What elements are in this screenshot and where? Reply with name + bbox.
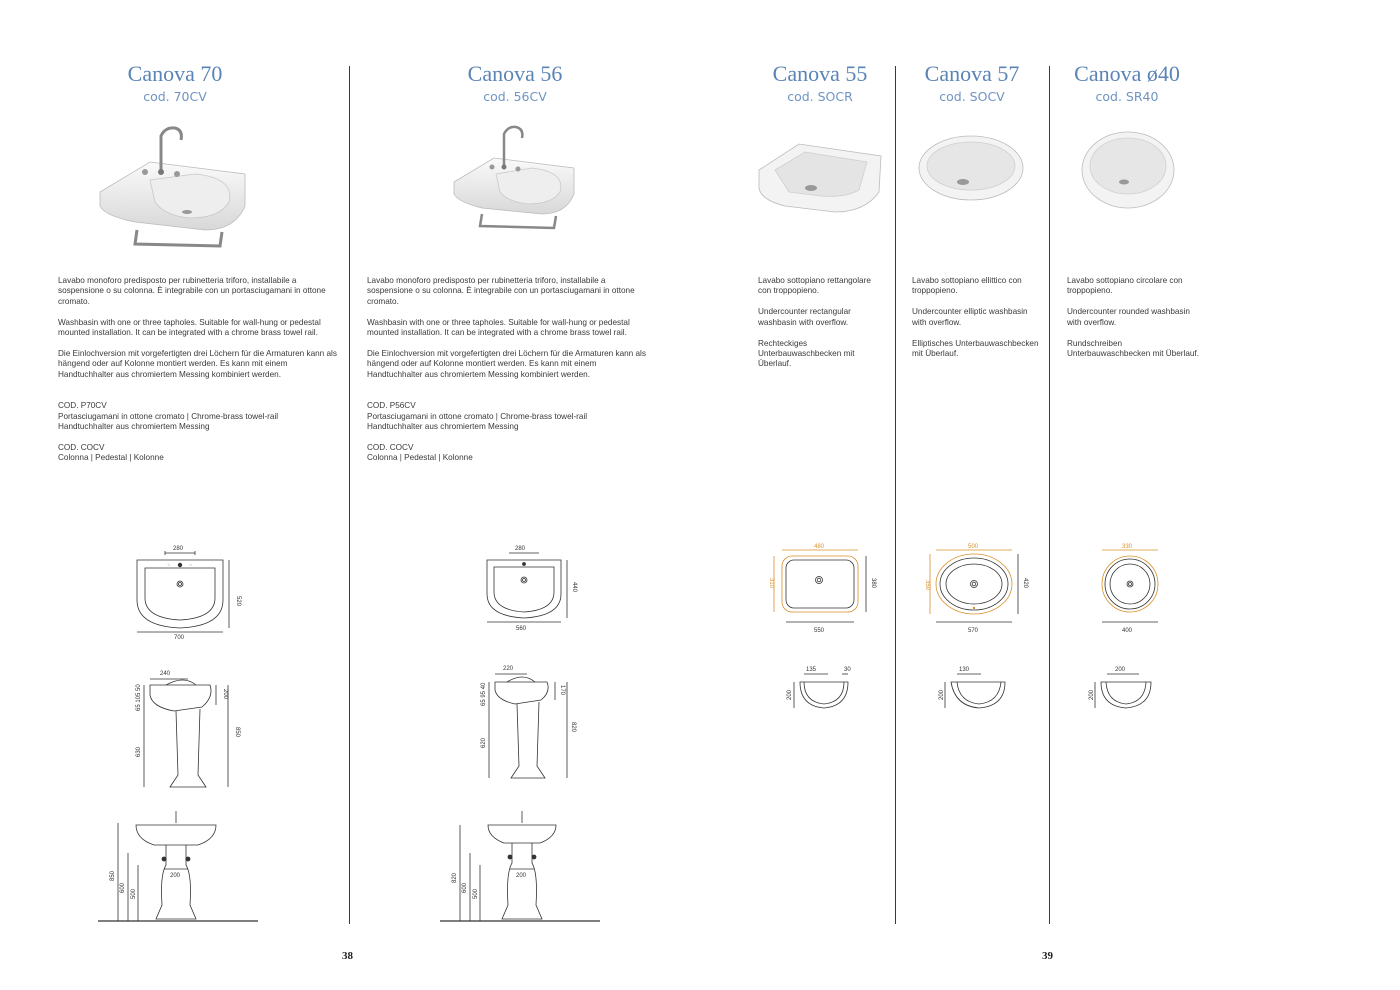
dim-front-a: 600 [120,882,126,893]
dim-side-total: 850 [234,727,240,738]
dim-side-stack: 65 105 50 [136,684,142,711]
dim-sec-a: 130 [959,667,970,673]
accessory-desc-1: Portasciugamani in ottone cromato | Chrome-brass towel-rail [367,411,588,421]
desc-it: Lavabo sottopiano rettangolare con troppopieno. [758,276,871,296]
dim-sec-h: 200 [939,689,945,700]
product-code-sr40: cod. SR40 [1095,89,1159,104]
product-image-canova-70 [95,122,255,250]
dim-height: 440 [571,582,577,593]
drawing-side-canova-70 [130,665,245,795]
accessory-desc-2: Colonna | Pedestal | Kolonne [367,453,473,463]
dim-width: 560 [516,626,527,632]
drawing-section-canova-40 [1085,660,1160,716]
dim-out-w: 550 [814,628,825,634]
dim-front-w: 200 [516,873,527,879]
product-title-canova-57: Canova 57 [924,61,1020,86]
dim-height: 520 [235,596,241,607]
dim-cut-w: 330 [1122,544,1133,550]
desc-it: Lavabo sottopiano ellittico con troppopieno. [912,276,1022,296]
divider-left [349,66,350,924]
drawing-front-canova-56 [440,805,600,927]
desc-en: Washbasin with one or three tapholes. Suitable for wall-hung or pedestal mounted installation. It can be integrated with a chrome brass towel rail. [367,317,630,338]
divider-right-2 [1049,66,1050,924]
dim-side-col: 630 [136,746,142,757]
dim-sec-a: 200 [1115,667,1126,673]
description-canova-55 [758,276,883,380]
dim-sec-h: 200 [787,689,793,700]
accessory-code-1: COD. P70CV [58,401,107,411]
dim-out-h: 380 [870,578,876,589]
desc-en: Undercounter rectangular washbasin with overflow. [758,307,851,327]
accessory-code-2: COD. COCV [58,442,105,452]
drawing-section-canova-57 [935,660,1015,716]
dim-front-b: 500 [131,888,137,899]
desc-en: Undercounter elliptic washbasin with overflow. [912,307,1028,327]
dim-out-w: 570 [968,628,979,634]
desc-it: Lavabo sottopiano circolare con troppopieno. [1067,276,1183,296]
page-number-left: 38 [342,950,353,962]
dim-cut-w: 480 [814,544,825,550]
drawing-top-canova-40 [1090,540,1170,638]
product-code-70cv: cod. 70CV [143,89,207,104]
dim-sec-b: 30 [844,667,851,673]
dim-front-total: 820 [452,872,458,883]
product-image-canova-57 [915,130,1027,210]
product-title-canova-56: Canova 56 [467,61,563,86]
product-title-canova-40: Canova ø40 [1074,61,1180,86]
drawing-front-canova-70 [98,805,258,927]
product-image-canova-55 [755,130,885,220]
desc-de: Die Einlochversion mit vorgefertigten drei Löchern für die Armaturen kann als hängend oder auf Kolonne montiert werden. Es kann mit einem Handtuchhalter aus chromiertem Messing kombiniert werden. [367,349,646,379]
accessory-desc-2: Colonna | Pedestal | Kolonne [58,453,164,463]
drawing-top-canova-57 [918,540,1033,638]
drawing-side-canova-56 [475,660,580,785]
dim-out-w: 400 [1122,628,1133,634]
accessory-desc-1b: Handtuchhalter aus chromiertem Messing [367,422,519,432]
dim-front-total: 850 [110,870,116,881]
dim-side-h1: 170 [559,685,565,696]
desc-it: Lavabo monoforo predisposto per rubinetteria triforo, installabile a sospensione o su colonna. È integrabile con un portasciugamani in ottone cromato. [367,276,635,306]
product-image-canova-40 [1078,128,1178,212]
dim-front-b: 500 [473,888,479,899]
divider-right-1 [895,66,896,924]
dim-cut-h: 350 [924,580,930,591]
dim-cut-h: 310 [768,578,774,589]
product-code-socv: cod. SOCV [939,89,1005,104]
dim-side-total: 820 [570,722,576,733]
dim-side-top: 240 [160,671,171,677]
accessory-desc-1b: Handtuchhalter aus chromiertem Messing [58,422,210,432]
product-title-canova-55: Canova 55 [772,61,868,86]
accessory-desc-1: Portasciugamani in ottone cromato | Chrome-brass towel-rail [58,411,279,421]
desc-de: Rechteckiges Unterbauwaschbecken mit Überlauf. [758,338,855,369]
dim-side-h1: 200 [222,689,228,700]
desc-de: Die Einlochversion mit vorgefertigten drei Löchern für die Armaturen kann als hängend oder auf Kolonne montiert werden. Es kann mit einem Handtuchhalter aus chromiertem Messing kombiniert werden. [58,349,337,379]
svg-text:☆: ☆ [189,562,193,567]
dim-sec-a: 135 [806,667,817,673]
dim-sec-h: 200 [1089,689,1095,700]
desc-en: Undercounter rounded washbasin with overflow. [1067,307,1190,327]
drawing-top-canova-70 [125,540,245,640]
drawing-top-canova-56 [475,540,580,632]
description-canova-56 [367,276,647,464]
desc-de: Rundschreiben Unterbauwaschbecken mit Überlauf. [1067,338,1199,359]
dim-side-stack: 65 95 40 [481,682,487,706]
desc-en: Washbasin with one or three tapholes. Suitable for wall-hung or pedestal mounted installation. It can be integrated with a chrome brass towel rail. [58,317,321,338]
product-title-canova-70: Canova 70 [127,61,223,86]
description-canova-70 [58,276,338,464]
dim-out-h: 420 [1022,578,1028,589]
drawing-top-canova-55 [758,540,883,638]
dim-hole: 280 [515,546,526,552]
dim-front-a: 600 [462,882,468,893]
dim-front-w: 200 [170,873,181,879]
dim-hole: 280 [173,546,184,552]
accessory-code-2: COD. COCV [367,442,414,452]
product-image-canova-56 [450,122,580,232]
dim-width: 700 [174,635,185,640]
accessory-code-1: COD. P56CV [367,401,416,411]
desc-it: Lavabo monoforo predisposto per rubinetteria triforo, installabile a sospensione o su colonna. È integrabile con un portasciugamani in ottone cromato. [58,276,326,306]
dim-cut-w: 500 [968,544,979,550]
description-canova-57 [912,276,1040,370]
product-code-socr: cod. SOCR [787,89,853,104]
desc-de: Elliptisches Unterbauwaschbecken mit Überlauf. [912,338,1039,359]
svg-text:☆: ☆ [167,562,171,567]
description-canova-40 [1067,276,1199,370]
page-number-right: 39 [1042,950,1053,962]
dim-side-top: 220 [503,666,514,672]
drawing-section-canova-55 [782,660,862,716]
product-code-56cv: cod. 56CV [483,89,547,104]
dim-side-col: 620 [481,737,487,748]
